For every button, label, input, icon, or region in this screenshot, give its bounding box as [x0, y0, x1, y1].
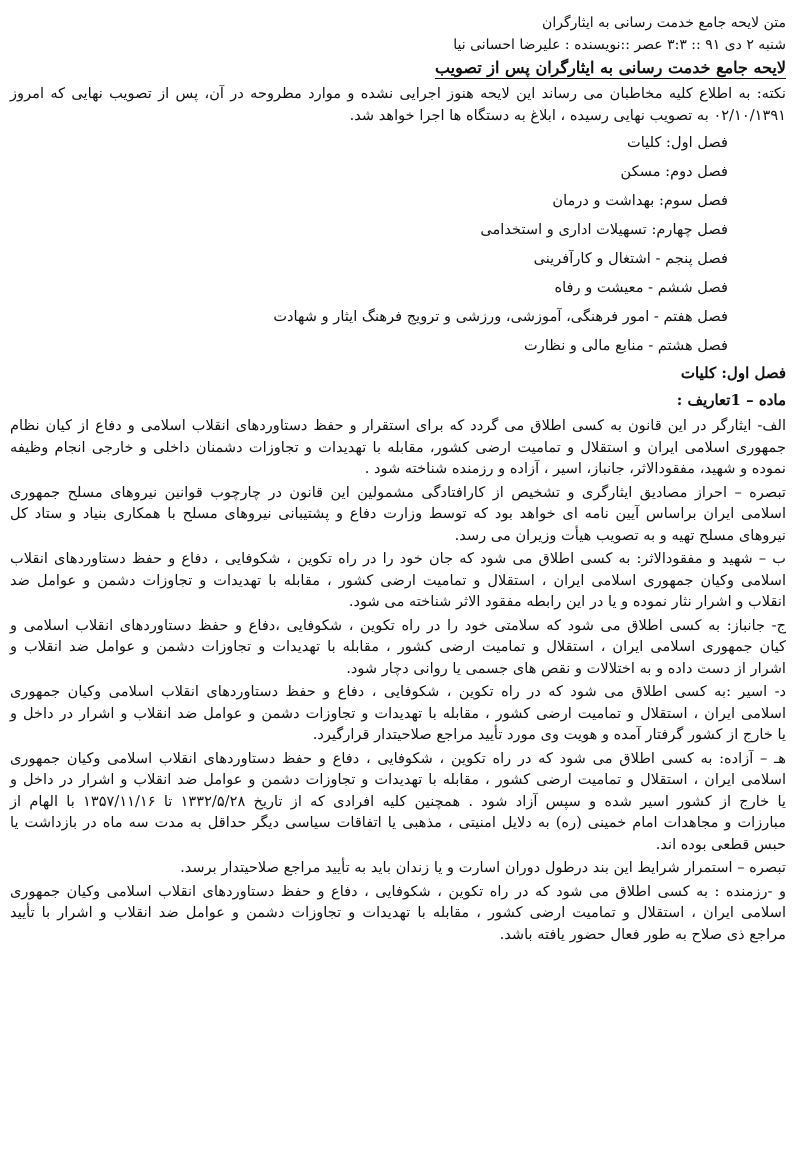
text-line: تبصره – استمرار شرایط این بند درطول دوران اسارت و یا زندان باید به تأیید مراجع صلاحیتدار برسد. — [180, 859, 786, 876]
text-line: کیان جمهوری اسلامی ایران ، استقلال و تمامیت ارضی کشور ، مقابله با تهدیدات و تجاوزات دشمن و عوامل ضد انقلاب و — [10, 638, 786, 655]
section-heading: فصل اول: کلیات — [680, 364, 786, 382]
note-line: ۰۲/۱۰/۱۳۹۱ به تصویب نهایی رسیده ، ابلاغ به دستگاه ها اجرا خواهد شد. — [349, 106, 786, 124]
chapter-item: فصل چهارم: تسهیلات اداری و استخدامی — [480, 221, 728, 238]
text-line: مراجع ذی صلاح به طور فعال حضور یافته باشد. — [499, 925, 786, 943]
chapter-item: فصل اول: کلیات — [627, 134, 728, 151]
definition-dal — [10, 681, 786, 746]
chapter-item: فصل پنجم - اشتغال و کارآفرینی — [533, 250, 728, 267]
text-line: اسلامی ایران ، استقلال و تمامیت ارضی کشور ، مقابله با تهدیدات و تجاوزات دشمن و عوامل ضد انقلاب و اشرار در داخل و — [10, 704, 786, 722]
chapter-list — [10, 128, 786, 360]
text-line: ج- جانباز: به کسی اطلاق می شود که سلامتی خود را در راه تکوین ، شکوفایی ،دفاع و حفظ دستاوردهای انقلاب اسلامی و — [10, 616, 786, 634]
article-heading: ماده – 1تعاریف : — [676, 391, 786, 409]
text-line: تبصره – احراز مصادیق ایثارگری و تشخیص از کارافتادگی مشمولین این قانون در چارچوب قوانین نیروهای مسلح جمهوری — [10, 483, 786, 501]
definition-vav — [10, 881, 786, 946]
note-line: نکته: به اطلاع کلیه مخاطبان می رساند این لایحه هنوز اجرایی نشده و موارد مطروحه در آن، پس از تصویب نهایی که امروز — [10, 85, 786, 102]
definition-be — [10, 548, 786, 613]
chapter-item: فصل ششم - معیشت و رفاه — [554, 279, 728, 296]
doc-title-row — [10, 58, 786, 79]
chapter-item: فصل دوم: مسکن — [620, 163, 728, 180]
note-tabsareh-1 — [10, 482, 786, 547]
chapter-item: فصل هشتم - منابع مالی و نظارت — [524, 337, 728, 354]
chapter-item: فصل سوم: بهداشت و درمان — [552, 192, 728, 209]
text-line: مبارزات و مجاهدات امام خمینی (ره) به دلایل امنیتی ، مذهبی یا اتفاقات سیاسی دیگر حداقل به مدت سه ماه در بازداشت یا — [10, 814, 786, 831]
post-meta: شنبه ۲ دی ۹۱ :: ۳:۳ عصر ::نویسنده : علیرضا احسانی نیا — [453, 37, 786, 53]
definition-jim — [10, 615, 786, 680]
text-line: اسلامی ایران براساس آیین نامه ای خواهد بود که توسط وزارت دفاع و پشتیبانی نیروهای مسلح با همکاری بنیاد و ستاد کل — [10, 505, 786, 522]
site-title: متن لایحه جامع خدمت رسانی به ایثارگران — [542, 15, 786, 31]
doc-title: لایحه جامع خدمت رسانی به ایثارگران پس از تصویب — [434, 58, 786, 77]
note-tabsareh-2 — [10, 857, 786, 879]
text-line: جمهوری اسلامی ایران و استقلال و تمامیت ارضی کشور، مقابله با تهدیدات و تجاوزات دشمنان داخلی و خارجی انجام وظیفه — [10, 438, 786, 456]
text-line: هـ – آزاده: به کسی اطلاق می شود که در راه تکوین ، شکوفایی ، دفاع و حفظ دستاوردهای انقلاب اسلامی وکیان جمهوری — [10, 749, 786, 767]
text-line: حبس قطعی بوده اند. — [655, 835, 786, 853]
text-line: نموده و شهید، مفقودالاثر، جانباز، اسیر ، آزاده و رزمنده شناخته شود . — [364, 460, 786, 477]
text-line: یا خارج از کشور اسیر شده و سپس آزاد شود . همچنین کلیه افرادی که از تاریخ ۱۳۳۲/۵/۲۸ تا ۱۳۵۷/۱۱/۱۶ با الهام از — [10, 792, 786, 810]
text-line: اشرار از دست داده و به اختلالات و نقص های جسمی یا روانی دچار شود. — [346, 659, 786, 677]
text-line: ب – شهید و مفقودالاثر: به کسی اطلاق می شود که جان خود را در راه تکوین ، شکوفایی ، دفاع و حفظ دستاوردهای انقلاب — [10, 550, 786, 567]
definition-alef — [10, 415, 786, 480]
text-line: و -رزمنده : به کسی اطلاق می شود که در راه تکوین ، شکوفایی ، دفاع و حفظ دستاوردهای انقلاب اسلامی وکیان جمهوری — [10, 882, 786, 900]
chapter-item: فصل هفتم - امور فرهنگی، آموزشی، ورزشی و ترویج فرهنگ ایثار و شهادت — [273, 308, 728, 325]
text-line: د- اسیر :به کسی اطلاق می شود که در راه تکوین ، شکوفایی ، دفاع و حفظ دستاوردهای انقلاب اسلامی وکیان جمهوری — [10, 683, 786, 700]
note — [10, 83, 786, 126]
text-line: الف- ایثارگر در این قانون به کسی اطلاق می گردد که برای استقرار و حفظ دستاوردهای انقلاب اسلامی و دفاع از کیان نظام — [10, 417, 786, 434]
text-line: اسلامی وکیان جمهوری اسلامی ایران ، استقلال و تمامیت ارضی کشور ، مقابله با تهدیدات و تجاوزات دشمن و عوامل ضد — [10, 571, 786, 589]
text-line: یا خارج از کشور گرفتار آمده و هویت وی مورد تأیید مراجع صلاحیتدار قرارگیرد. — [312, 726, 786, 743]
text-line: اسلامی ایران ، استقلال و تمامیت ارضی کشور ، مقابله با تهدیدات و تجاوزات دشمن و عوامل ضد انقلاب و اشرار در داخل و — [10, 771, 786, 788]
text-line: نیروهای مسلح تهیه و به تصویب هیأت وزیران می رسد. — [454, 526, 786, 544]
definition-he — [10, 748, 786, 856]
text-line: اسلامی ایران ، استقلال و تمامیت ارضی کشور ، مقابله با تهدیدات و تجاوزات دشمن و عوامل ضد انقلاب و اشرار با تأیید — [10, 904, 786, 921]
text-line: انقلاب و اشرار نثار نموده و یا در این رابطه مفقود الاثر شناخته می شود. — [348, 593, 786, 610]
